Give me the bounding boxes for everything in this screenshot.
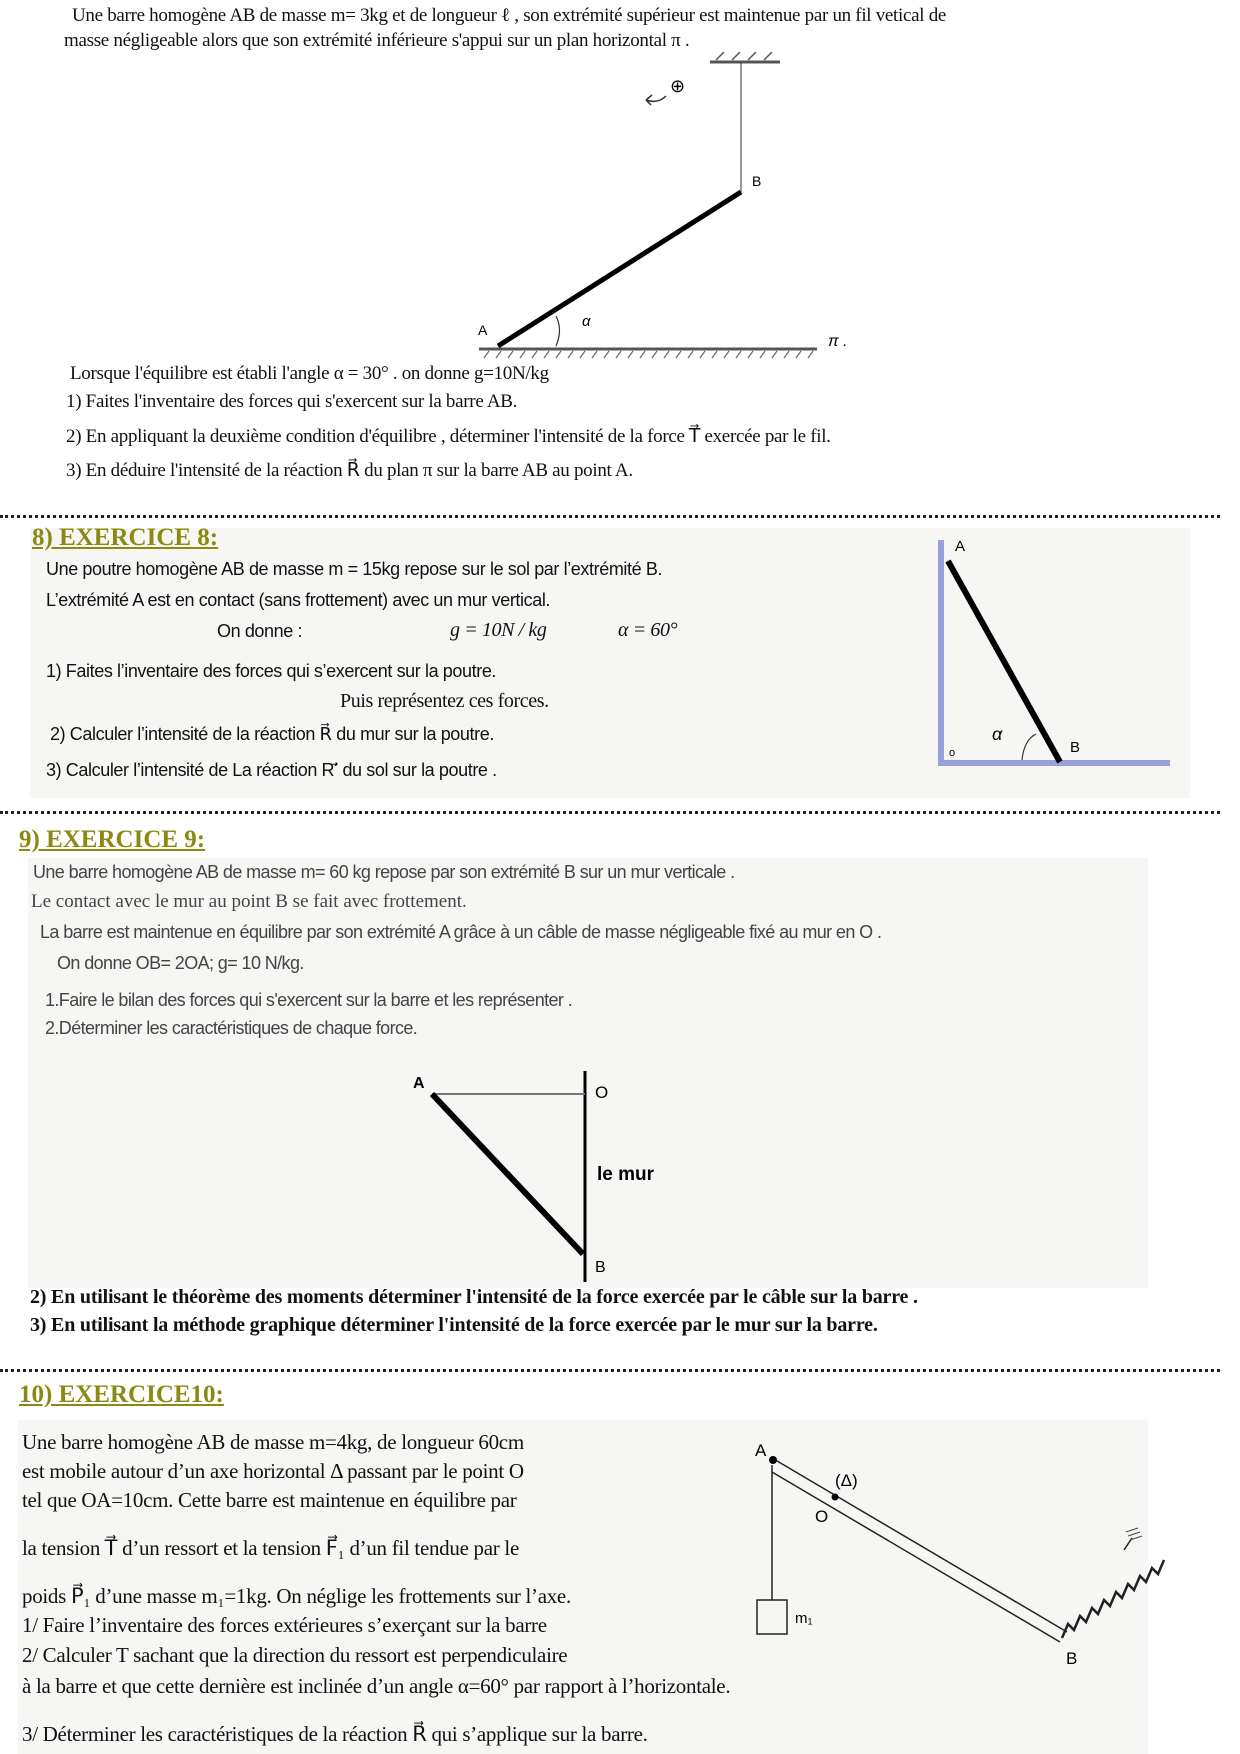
ex9-line-4: On donne OB= 2OA; g= 10 N/kg. xyxy=(57,953,304,973)
ex8-question-1: 1) Faites l’inventaire des forces qui s’exercent sur la poutre. xyxy=(46,661,497,681)
ex7-question-2: 2) En appliquant la deuxième condition d'équilibre , déterminer l'intensité de la force T⃗ exercée par le fil. xyxy=(66,426,831,447)
ex7-intro-line2: masse négligeable alors que son extrémité inférieure s'appui sur un plan horizontal π . xyxy=(64,30,690,51)
ex10-line-1: Une barre homogène AB de masse m=4kg, de longueur 60cm xyxy=(22,1430,524,1454)
ex7-question-1: 1) Faites l'inventaire des forces qui s'exercent sur la barre AB. xyxy=(66,391,518,412)
label-m1: m₁ xyxy=(795,1610,813,1627)
ex8-given-alpha: α = 60° xyxy=(618,619,678,641)
ex8-title: 8) EXERCICE 8: xyxy=(32,524,219,551)
ex8-line-1: Une poutre homogène AB de masse m = 15kg repose sur le sol par l’extrémité B. xyxy=(46,559,663,579)
ex10-line-2: est mobile autour d’un axe horizontal Δ passant par le point O xyxy=(22,1459,524,1483)
ex7-intro-line1: Une barre homogène AB de masse m= 3kg et de longueur ℓ , son extrémité supérieur est maintenue par un fil vetical de xyxy=(72,5,947,26)
ex10-line-3: tel que OA=10cm. Cette barre est maintenue en équilibre par xyxy=(22,1488,517,1512)
ex8-given-g: g = 10N / kg xyxy=(450,619,547,641)
bar-edge-top xyxy=(772,1458,1067,1632)
label-a: A xyxy=(955,538,966,555)
ex10-question-3: 3/ Déterminer les caractéristiques de la réaction R⃗ qui s’applique sur la barre. xyxy=(22,1722,648,1746)
ex10-title: 10) EXERCICE10: xyxy=(19,1381,224,1408)
ex10-line-5: poids P⃗₁ d’une masse m₁=1kg. On néglige les frottements sur l’axe. xyxy=(22,1584,571,1608)
anchor-hatch xyxy=(1126,1528,1142,1540)
bar-edge-bottom xyxy=(772,1472,1060,1642)
label-alpha: α xyxy=(582,313,591,330)
label-b: B xyxy=(1070,739,1081,756)
ex9-line-1: Une barre homogène AB de masse m= 60 kg repose par son extrémité B sur un mur verticale . xyxy=(33,862,735,882)
ex7-given: Lorsque l'équilibre est établi l'angle α = 30° . on donne g=10N/kg xyxy=(70,363,549,384)
label-o: O xyxy=(595,1083,609,1102)
label-b: B xyxy=(595,1259,606,1276)
ex9-line-3: La barre est maintenue en équilibre par son extrémité A grâce à un câble de masse négligeable fixé au mur en O . xyxy=(40,922,882,942)
ex9-question-4: 3) En utilisant la méthode graphique déterminer l'intensité de la force exercée par le mur sur la barre. xyxy=(30,1314,878,1336)
ex8-question-3: 3) Calculer l’intensité de La réaction R′⃗ du sol sur la poutre . xyxy=(46,760,497,780)
label-a: A xyxy=(755,1441,767,1460)
label-a: A xyxy=(478,322,488,338)
ex9-title: 9) EXERCICE 9: xyxy=(19,826,206,853)
ex8-question-2: 2) Calculer l’intensité de la réaction R⃗ du mur sur la poutre. xyxy=(50,724,494,744)
label-alpha: α xyxy=(992,724,1003,744)
positive-direction-icon: ⊕ xyxy=(670,76,686,96)
label-delta: (Δ) xyxy=(835,1471,858,1490)
axis-point-o xyxy=(832,1494,839,1501)
ex8-given-label: On donne : xyxy=(217,621,303,641)
label-pi: π . xyxy=(828,333,848,350)
mass-m1 xyxy=(757,1600,787,1634)
label-o: o xyxy=(949,747,956,759)
spring xyxy=(1062,1560,1164,1638)
label-b: B xyxy=(752,173,762,189)
ex9-line-2: Le contact avec le mur au point B se fait avec frottement. xyxy=(31,891,467,912)
ex9-question-1: 1.Faire le bilan des forces qui s'exercent sur la barre et les représenter . xyxy=(45,990,573,1010)
ex9-question-3: 2) En utilisant le théorème des moments déterminer l'intensité de la force exercée par le câble sur la barre . xyxy=(30,1286,918,1308)
ex10-question-1: 1/ Faire l’inventaire des forces extérieures s’exerçant sur la barre xyxy=(22,1613,547,1637)
ex8-line-2: L’extrémité A est en contact (sans frottement) avec un mur vertical. xyxy=(46,590,551,610)
ex10-question-2: 2/ Calculer T sachant que la direction du ressort est perpendiculaire xyxy=(22,1643,568,1667)
label-wall: le mur xyxy=(597,1164,655,1185)
point-a xyxy=(769,1456,777,1464)
ex10-question-2b: à la barre et que cette dernière est inclinée d’un angle α=60° par rapport à l’horizontale. xyxy=(22,1674,731,1698)
label-o: O xyxy=(815,1507,829,1526)
label-b: B xyxy=(1066,1649,1078,1668)
ex10-line-4: la tension T⃗ d’un ressort et la tension F⃗₁ d’un fil tendue par le xyxy=(22,1536,519,1560)
ex8-question-1b: Puis représentez ces forces. xyxy=(340,690,549,712)
label-a: A xyxy=(413,1075,425,1092)
ex9-question-2: 2.Déterminer les caractéristiques de chaque force. xyxy=(45,1018,418,1038)
ex7-question-3: 3) En déduire l'intensité de la réaction R⃗ du plan π sur la barre AB au point A. xyxy=(66,460,633,481)
